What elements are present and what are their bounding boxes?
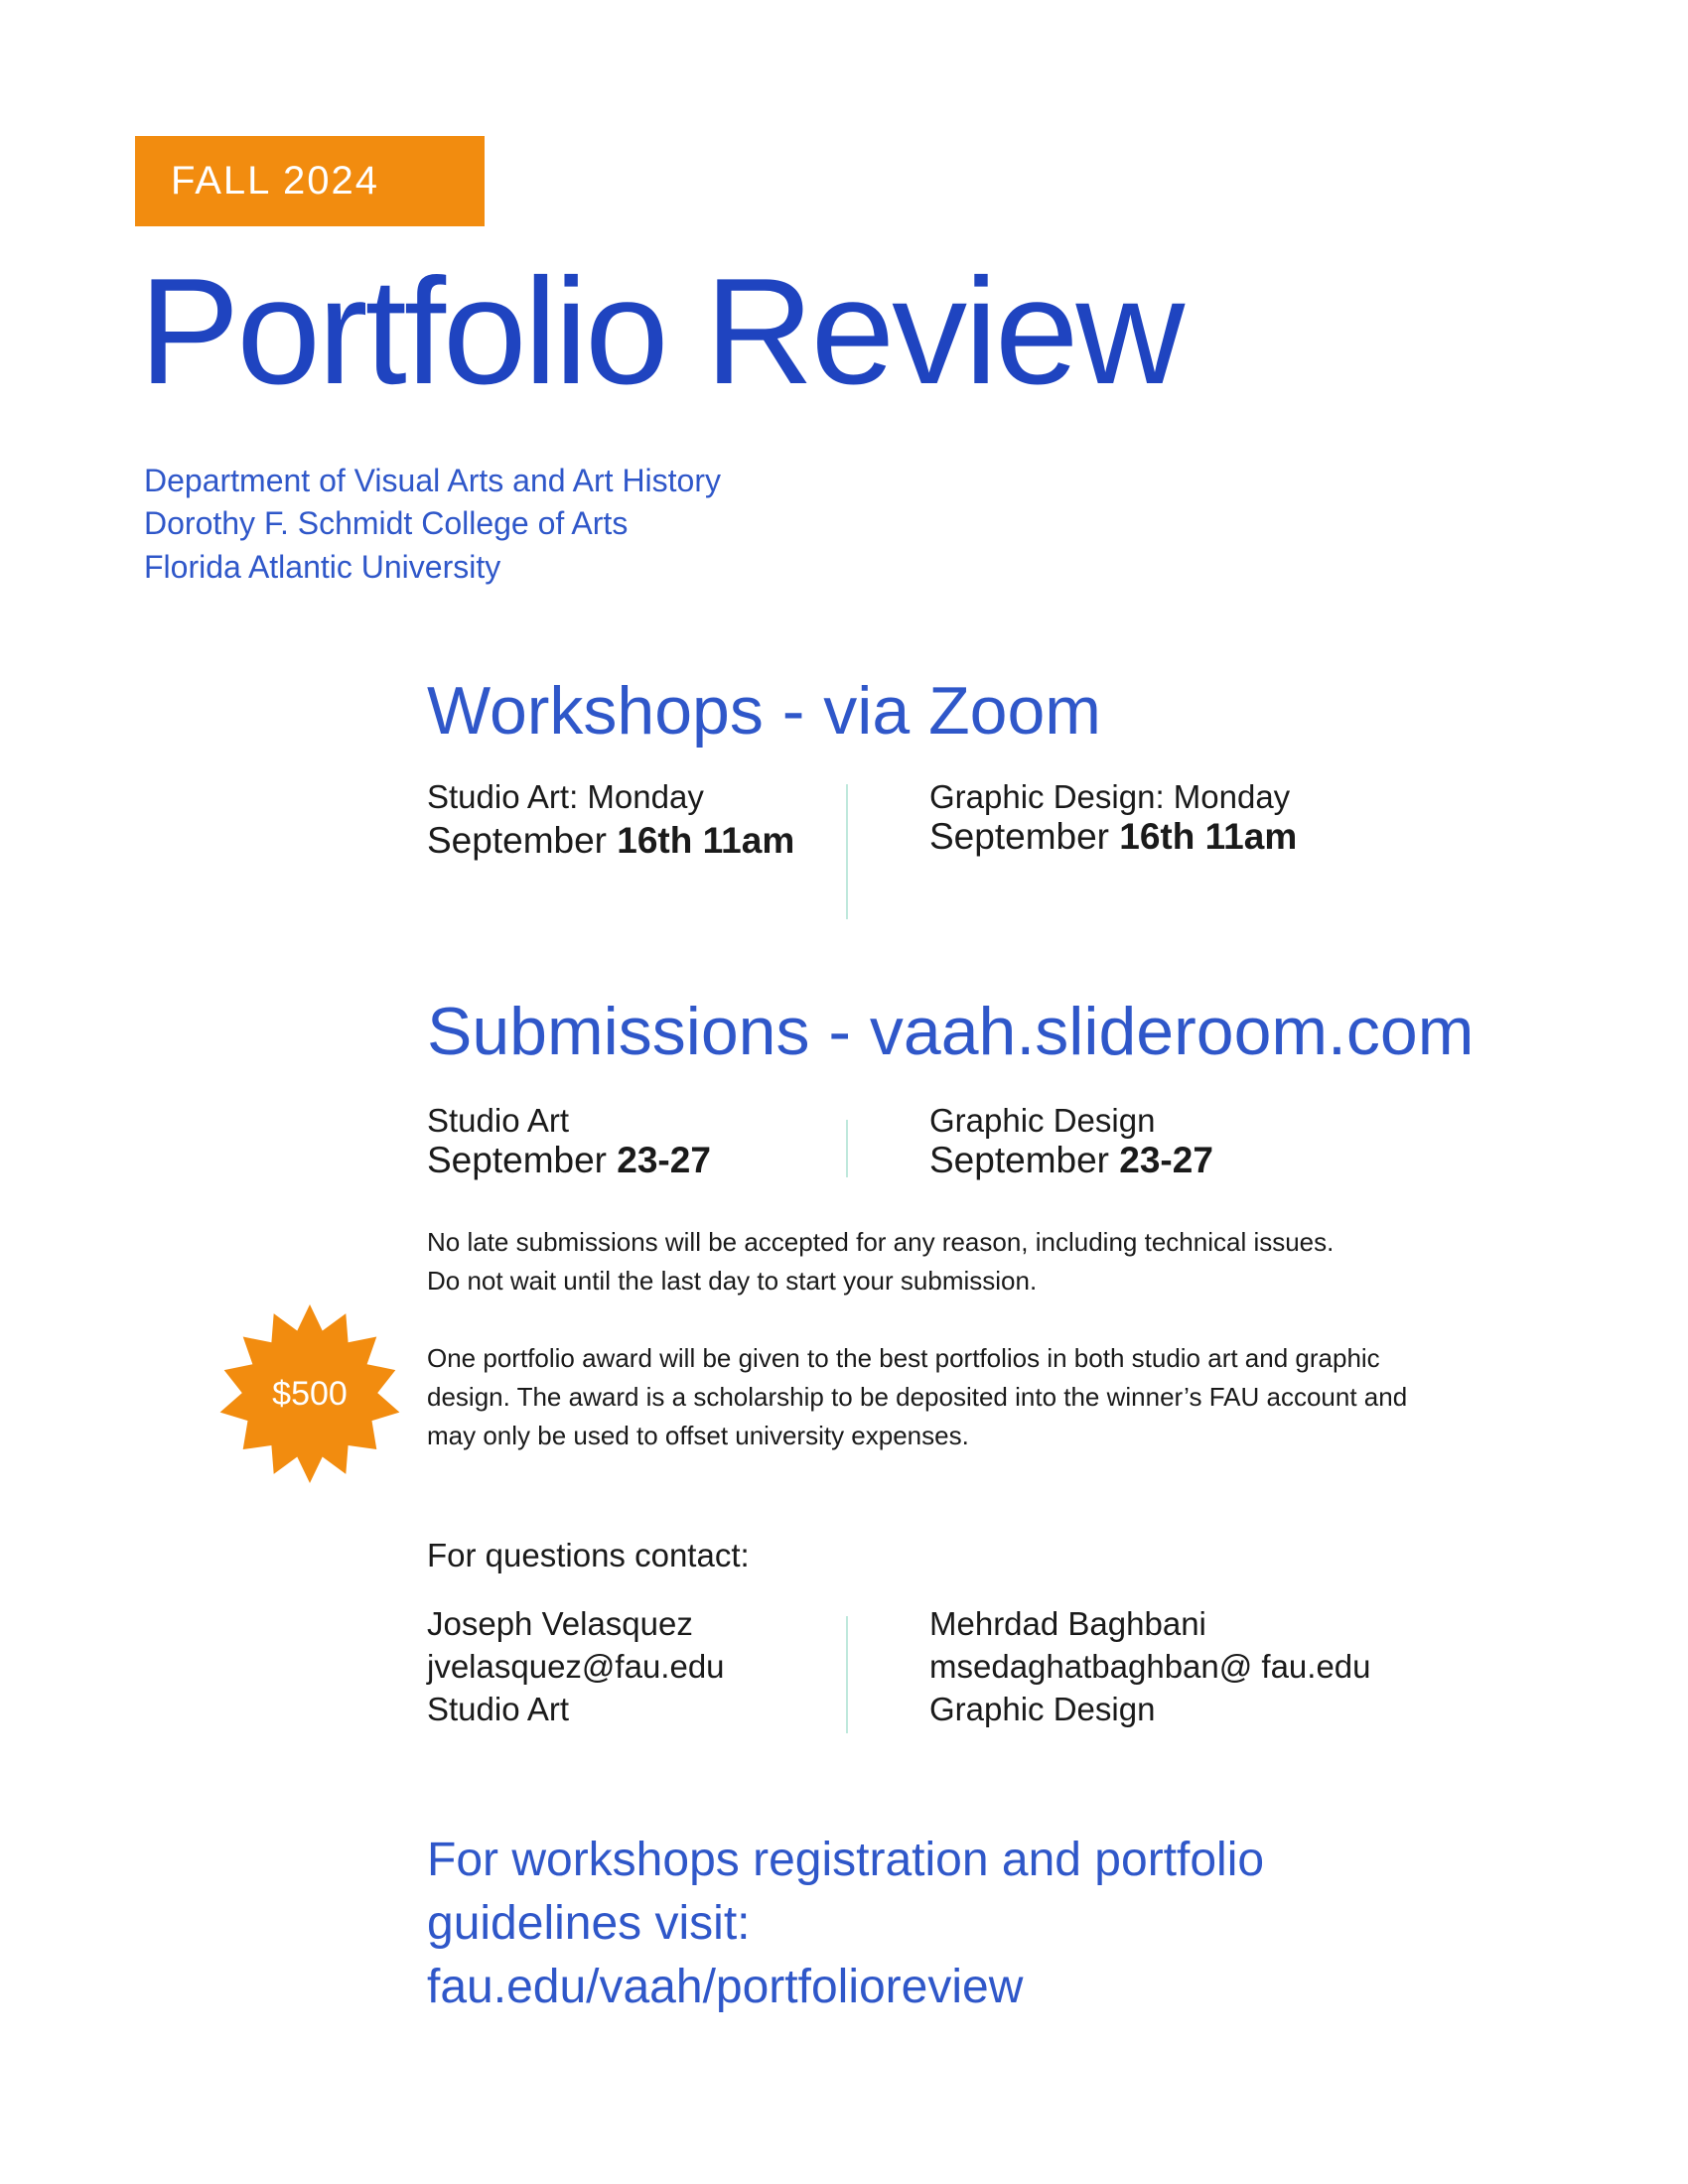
date-value: 23-27 — [1119, 1140, 1213, 1180]
award-line: One portfolio award will be given to the best portfolios in both studio art and graphic — [427, 1343, 1380, 1373]
contact-design — [929, 1602, 1371, 1730]
page-title: Portfolio Review — [139, 247, 1183, 416]
footer-line: For workshops registration and portfolio — [427, 1834, 1265, 1886]
workshops-heading: Workshops - via Zoom — [427, 673, 1101, 749]
contact-name: Joseph Velasquez — [427, 1605, 693, 1642]
contacts-heading: For questions contact: — [427, 1537, 750, 1573]
late-notice — [427, 1223, 1420, 1300]
footer-info — [427, 1829, 1264, 2019]
award-line: may only be used to offset university expenses. — [427, 1421, 969, 1450]
contact-area: Graphic Design — [929, 1691, 1156, 1727]
workshop-design-date — [929, 818, 1297, 855]
college-line: Dorothy F. Schmidt College of Arts — [144, 505, 629, 541]
workshop-design-label: Graphic Design: Monday — [929, 778, 1291, 815]
submission-studio-date — [427, 1142, 711, 1178]
date-prefix: September — [929, 816, 1120, 857]
date-value: 16th 11am — [1119, 816, 1298, 857]
contact-email[interactable]: msedaghatbaghban@ fau.edu — [929, 1648, 1371, 1685]
award-description — [427, 1339, 1420, 1455]
contact-name: Mehrdad Baghbani — [929, 1605, 1206, 1642]
workshop-studio-label: Studio Art: Monday — [427, 778, 704, 815]
university-line: Florida Atlantic University — [144, 549, 501, 585]
submission-design-label: Graphic Design — [929, 1102, 1156, 1139]
semester-badge — [135, 136, 485, 226]
submissions-heading: Submissions - vaah.slideroom.com — [427, 994, 1475, 1069]
date-prefix: September — [929, 1140, 1120, 1180]
late-notice-line: No late submissions will be accepted for any reason, including technical issues. — [427, 1227, 1335, 1257]
footer-line: guidelines visit: — [427, 1897, 751, 1950]
contact-area: Studio Art — [427, 1691, 570, 1727]
column-divider — [846, 1616, 848, 1733]
contact-studio — [427, 1602, 725, 1730]
column-divider — [846, 1120, 848, 1177]
submission-design-date — [929, 1142, 1213, 1178]
column-divider — [846, 784, 848, 919]
award-starburst — [218, 1304, 401, 1483]
department-line: Department of Visual Arts and Art History — [144, 463, 721, 498]
workshop-studio-date — [427, 822, 794, 859]
date-prefix: September — [427, 1140, 618, 1180]
date-value: 23-27 — [617, 1140, 711, 1180]
award-amount: $500 — [272, 1375, 348, 1413]
contact-email[interactable]: jvelasquez@fau.edu — [427, 1648, 725, 1685]
footer-url[interactable]: fau.edu/vaah/portfolioreview — [427, 1961, 1024, 2013]
date-value: 16th 11am — [617, 820, 795, 861]
semester-badge-label: FALL 2024 — [171, 159, 380, 203]
date-prefix: September — [427, 820, 618, 861]
late-notice-line: Do not wait until the last day to start your submission. — [427, 1266, 1038, 1296]
submission-studio-label: Studio Art — [427, 1102, 570, 1139]
award-line: design. The award is a scholarship to be deposited into the winner’s FAU account and — [427, 1382, 1408, 1412]
